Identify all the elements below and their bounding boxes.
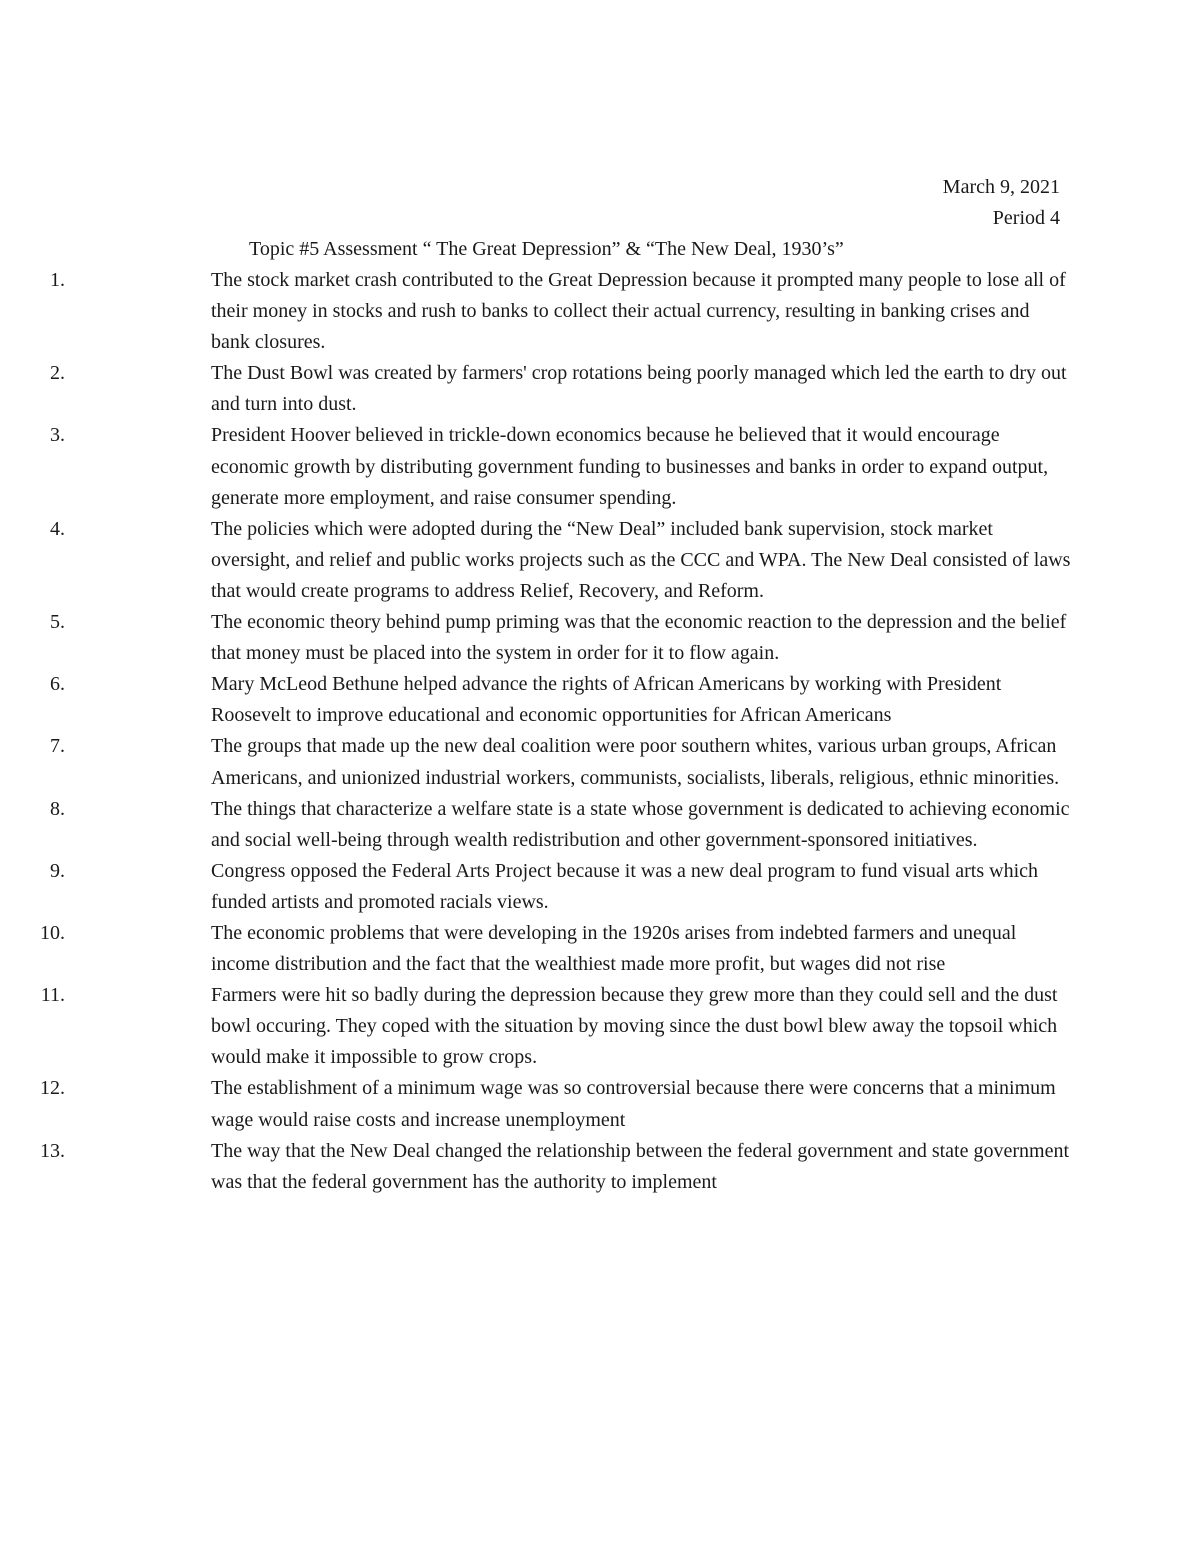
answer-number: 4. (50, 517, 65, 540)
assignment-date: March 9, 2021 (942, 176, 1060, 198)
answer-item (0, 731, 1071, 793)
answer-number: 12. (40, 1077, 65, 1100)
answer-item (0, 669, 1071, 731)
answer-text: The economic problems that were developing in the 1920s arises from indebted farmers and unequal income distribution and the fact that the wealthiest made more profit, but wages did not rise (211, 921, 1017, 976)
answer-item (0, 607, 1071, 669)
answer-number: 8. (50, 797, 65, 820)
answer-number: 2. (50, 362, 65, 385)
answer-text: The economic theory behind pump priming was that the economic reaction to the depression and the belief that money must be placed into the system in order for it to flow again. (211, 611, 1067, 665)
answer-item (0, 856, 1071, 918)
answer-text: The policies which were adopted during the “New Deal” included bank supervision, stock market oversight, and relief and public works projects such as the CCC and WPA. The New Deal consisted of laws that would create programs to address Relief, Recovery, and Reform. (211, 517, 1071, 602)
answer-number: 3. (50, 424, 65, 447)
answer-number: 6. (50, 673, 65, 696)
answer-text: The way that the New Deal changed the relationship between the federal government and state government was that the federal government has the authority to implement (211, 1139, 1069, 1193)
answer-number: 13. (40, 1139, 65, 1162)
answer-item (0, 1073, 1071, 1135)
answer-item (0, 265, 1071, 358)
answer-text: The stock market crash contributed to the Great Depression because it prompted many people to lose all of their money in stocks and rush to banks to collect their actual currency, resulting in banking crises and bank closures. (211, 269, 1066, 354)
answer-number: 10. (40, 921, 65, 944)
answer-number: 11. (40, 984, 65, 1007)
answer-text: Congress opposed the Federal Arts Project because it was a new deal program to fund visual arts which funded artists and promoted racials views. (211, 859, 1039, 913)
answer-text: President Hoover believed in trickle-down economics because he believed that it would encourage economic growth by distributing government funding to businesses and banks in order to expand output, generate more employment, and raise consumer spending. (211, 424, 1049, 509)
answer-list (0, 265, 1200, 1198)
answer-item (0, 980, 1071, 1073)
class-period: Period 4 (992, 207, 1060, 229)
answer-item (0, 420, 1071, 513)
answer-number: 1. (50, 269, 65, 291)
answer-number: 5. (50, 611, 65, 634)
answer-number: 7. (50, 735, 65, 758)
answer-text: Mary McLeod Bethune helped advance the rights of African Americans by working with President Roosevelt to improve educational and economic opportunities for African Americans (211, 673, 1002, 727)
answer-item (0, 1136, 1071, 1198)
answer-item (0, 358, 1071, 420)
answer-text: The establishment of a minimum wage was so controversial because there were concerns that a minimum wage would raise costs and increase unemployment (211, 1077, 1056, 1131)
answer-text: The things that characterize a welfare state is a state whose government is dedicated to achieving economic and social well-being through wealth redistribution and other government-sponsored initiatives. (211, 797, 1070, 851)
answer-text: Farmers were hit so badly during the depression because they grew more than they could sell and the dust bowl occuring. They coped with the situation by moving since the dust bowl blew away the topsoil which would make it impossible to grow crops. (211, 984, 1058, 1069)
answer-text: The groups that made up the new deal coalition were poor southern whites, various urban groups, African Americans, and unionized industrial workers, communists, socialists, liberals, religious, ethnic minorities. (211, 735, 1060, 789)
answer-item (0, 794, 1071, 856)
answer-number: 9. (50, 859, 65, 882)
answer-text: The Dust Bowl was created by farmers' crop rotations being poorly managed which led the earth to dry out and turn into dust. (211, 362, 1067, 416)
answer-item (0, 918, 1071, 980)
answer-item (0, 514, 1071, 607)
assessment-title: Topic #5 Assessment “ The Great Depression” & “The New Deal, 1930’s” (249, 238, 844, 260)
